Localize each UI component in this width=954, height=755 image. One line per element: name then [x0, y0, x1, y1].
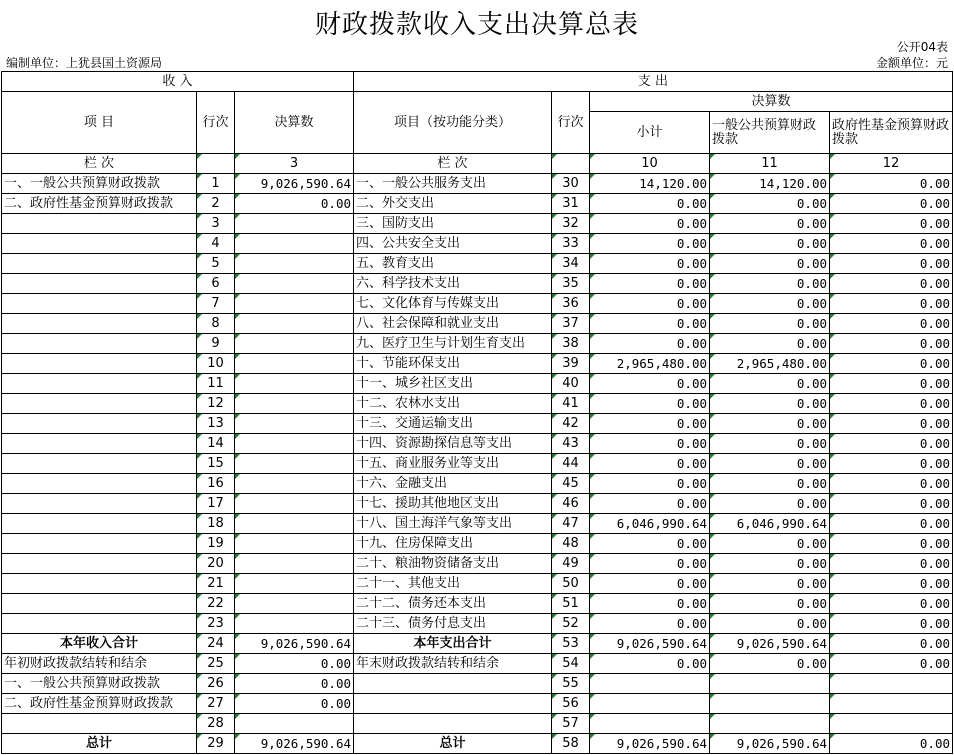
- income-amount-cell: [235, 594, 354, 614]
- expense-item-cell: 四、公共安全支出: [354, 234, 552, 254]
- subtotal-cell: [590, 714, 710, 734]
- expense-row-no-cell: 39: [552, 354, 590, 374]
- subtotal-cell: 0.00: [590, 654, 710, 674]
- income-item-cell: [2, 434, 197, 454]
- subtotal-cell: 9,026,590.64: [590, 734, 710, 754]
- fund-budget-cell: 0.00: [830, 274, 953, 294]
- income-amount-cell: [235, 214, 354, 234]
- subtotal-cell: 0.00: [590, 594, 710, 614]
- reporting-unit: 编制单位：上犹县国土资源局: [6, 56, 163, 70]
- lan-ci-label-2: 栏 次: [354, 154, 552, 174]
- income-amount-cell: [235, 574, 354, 594]
- expense-item-cell: [354, 714, 552, 734]
- income-item-cell: [2, 374, 197, 394]
- expense-row-no-cell: 51: [552, 594, 590, 614]
- expense-row-no-cell: 45: [552, 474, 590, 494]
- expense-item-cell: 十七、援助其他地区支出: [354, 494, 552, 514]
- expense-row-no-cell: 47: [552, 514, 590, 534]
- subtotal-cell: [590, 674, 710, 694]
- table-row: [2, 614, 953, 634]
- lan-ci-label: 栏 次: [2, 154, 197, 174]
- subtotal-cell: 0.00: [590, 234, 710, 254]
- expense-row-no-cell: 37: [552, 314, 590, 334]
- income-row-no-cell: 24: [197, 634, 235, 654]
- table-row: [2, 194, 953, 214]
- income-item-cell: [2, 414, 197, 434]
- expense-item-cell: 十四、资源勘探信息等支出: [354, 434, 552, 454]
- table-row: [2, 654, 953, 674]
- subtotal-cell: 0.00: [590, 434, 710, 454]
- income-item-cell: 一、一般公共预算财政拨款: [2, 674, 197, 694]
- fund-budget-cell: [830, 674, 953, 694]
- expense-row-no-cell: 52: [552, 614, 590, 634]
- expense-item-cell: 十八、国土海洋气象等支出: [354, 514, 552, 534]
- fund-budget-cell: 0.00: [830, 394, 953, 414]
- income-item-cell: [2, 534, 197, 554]
- report-title: 财政拨款收入支出决算总表: [314, 10, 639, 40]
- money-unit: 金额单位：元: [875, 56, 948, 70]
- expense-row-no-cell: 54: [552, 654, 590, 674]
- subtotal-cell: 0.00: [590, 454, 710, 474]
- income-item-cell: 二、政府性基金预算财政拨款: [2, 694, 197, 714]
- subtotal-cell: 14,120.00: [590, 174, 710, 194]
- income-row-no-cell: 26: [197, 674, 235, 694]
- income-header: 收 入: [2, 72, 354, 92]
- income-amount-cell: [235, 454, 354, 474]
- income-row-no-cell: 5: [197, 254, 235, 274]
- expense-row-no-cell: 34: [552, 254, 590, 274]
- fund-budget-cell: 0.00: [830, 654, 953, 674]
- row-no-header: 行次: [197, 92, 235, 154]
- general-budget-cell: 14,120.00: [710, 174, 830, 194]
- budget-table: [1, 71, 953, 754]
- expense-item-cell: 本年支出合计: [354, 634, 552, 654]
- general-budget-cell: 0.00: [710, 494, 830, 514]
- expense-row-no-cell: 58: [552, 734, 590, 754]
- expense-row-no-cell: 43: [552, 434, 590, 454]
- fund-budget-header: 政府性基金预算财政拨款: [830, 112, 953, 154]
- income-row-no-cell: 21: [197, 574, 235, 594]
- table-row: [2, 714, 953, 734]
- expense-item-cell: 十一、城乡社区支出: [354, 374, 552, 394]
- expense-item-cell: 二十、粮油物资储备支出: [354, 554, 552, 574]
- table-row: [2, 334, 953, 354]
- income-row-no-cell: 19: [197, 534, 235, 554]
- expense-row-no-cell: 35: [552, 274, 590, 294]
- subtotal-cell: 0.00: [590, 334, 710, 354]
- income-item-cell: 二、政府性基金预算财政拨款: [2, 194, 197, 214]
- subtotal-cell: 0.00: [590, 214, 710, 234]
- income-item-cell: [2, 494, 197, 514]
- subtotal-cell: 0.00: [590, 394, 710, 414]
- income-item-cell: 年初财政拨款结转和结余: [2, 654, 197, 674]
- expense-item-cell: 六、科学技术支出: [354, 274, 552, 294]
- general-budget-cell: [710, 714, 830, 734]
- general-budget-cell: 0.00: [710, 314, 830, 334]
- expense-item-cell: [354, 674, 552, 694]
- general-budget-cell: 0.00: [710, 554, 830, 574]
- table-row: [2, 394, 953, 414]
- expense-row-no-cell: 36: [552, 294, 590, 314]
- expense-row-no-cell: 53: [552, 634, 590, 654]
- expense-item-cell: 二十三、债务付息支出: [354, 614, 552, 634]
- table-row: [2, 294, 953, 314]
- expense-row-no-cell: 41: [552, 394, 590, 414]
- general-budget-cell: 9,026,590.64: [710, 634, 830, 654]
- income-amount-cell: [235, 414, 354, 434]
- fund-budget-cell: 0.00: [830, 234, 953, 254]
- table-row: [2, 374, 953, 394]
- subtotal-cell: 0.00: [590, 474, 710, 494]
- expense-item-cell: 八、社会保障和就业支出: [354, 314, 552, 334]
- subtotal-cell: 2,965,480.00: [590, 354, 710, 374]
- table-row: [2, 674, 953, 694]
- section-header-row: [2, 72, 953, 92]
- general-budget-cell: 0.00: [710, 654, 830, 674]
- income-item-cell: 总计: [2, 734, 197, 754]
- income-amount-cell: [235, 434, 354, 454]
- income-amount-cell: [235, 394, 354, 414]
- income-amount-cell: [235, 614, 354, 634]
- subtotal-cell: 0.00: [590, 574, 710, 594]
- expense-row-no-cell: 49: [552, 554, 590, 574]
- income-row-no-cell: 14: [197, 434, 235, 454]
- income-item-cell: 一、一般公共预算财政拨款: [2, 174, 197, 194]
- income-item-cell: [2, 454, 197, 474]
- subtotal-cell: 0.00: [590, 374, 710, 394]
- expense-item-cell: 七、文化体育与传媒支出: [354, 294, 552, 314]
- expense-item-cell: 九、医疗卫生与计划生育支出: [354, 334, 552, 354]
- subtotal-cell: 0.00: [590, 314, 710, 334]
- income-amount-cell: 9,026,590.64: [235, 634, 354, 654]
- expense-item-cell: 总计: [354, 734, 552, 754]
- income-row-no-cell: 23: [197, 614, 235, 634]
- income-row-no-cell: 28: [197, 714, 235, 734]
- income-amount-cell: 9,026,590.64: [235, 174, 354, 194]
- general-budget-cell: 0.00: [710, 374, 830, 394]
- expense-item-cell: [354, 694, 552, 714]
- fund-budget-cell: 0.00: [830, 594, 953, 614]
- fund-budget-cell: 0.00: [830, 514, 953, 534]
- table-row: [2, 554, 953, 574]
- income-row-no-cell: 18: [197, 514, 235, 534]
- table-row: [2, 354, 953, 374]
- table-row: [2, 474, 953, 494]
- table-row: [2, 314, 953, 334]
- income-row-no-cell: 13: [197, 414, 235, 434]
- expense-row-no-cell: 33: [552, 234, 590, 254]
- income-amount-cell: [235, 234, 354, 254]
- table-row: [2, 274, 953, 294]
- subtotal-cell: 0.00: [590, 554, 710, 574]
- fund-budget-cell: 0.00: [830, 334, 953, 354]
- amount-header: 决算数: [235, 92, 354, 154]
- income-row-no-cell: 22: [197, 594, 235, 614]
- income-row-no-cell: 17: [197, 494, 235, 514]
- income-item-cell: [2, 294, 197, 314]
- general-budget-cell: 0.00: [710, 594, 830, 614]
- general-budget-cell: [710, 694, 830, 714]
- subtotal-cell: 0.00: [590, 274, 710, 294]
- income-row-no-cell: 2: [197, 194, 235, 214]
- fund-budget-cell: 0.00: [830, 214, 953, 234]
- expense-item-cell: 十五、商业服务业等支出: [354, 454, 552, 474]
- income-amount-cell: [235, 474, 354, 494]
- income-item-cell: [2, 274, 197, 294]
- fund-budget-cell: 0.00: [830, 174, 953, 194]
- expense-item-cell: 十二、农林水支出: [354, 394, 552, 414]
- general-budget-cell: 0.00: [710, 434, 830, 454]
- subtotal-cell: 6,046,990.64: [590, 514, 710, 534]
- income-amount-cell: 0.00: [235, 654, 354, 674]
- subtotal-cell: 0.00: [590, 414, 710, 434]
- fund-budget-cell: 0.00: [830, 554, 953, 574]
- fund-budget-cell: 0.00: [830, 194, 953, 214]
- income-row-no-cell: 15: [197, 454, 235, 474]
- general-budget-cell: 0.00: [710, 234, 830, 254]
- income-item-cell: 本年收入合计: [2, 634, 197, 654]
- general-budget-cell: 0.00: [710, 194, 830, 214]
- general-budget-cell: 0.00: [710, 274, 830, 294]
- fund-budget-cell: 0.00: [830, 534, 953, 554]
- income-row-no-cell: 8: [197, 314, 235, 334]
- income-amount-cell: [235, 714, 354, 734]
- col-3-index: 3: [235, 154, 354, 174]
- table-row: [2, 734, 953, 754]
- income-row-no-cell: 3: [197, 214, 235, 234]
- table-row: [2, 634, 953, 654]
- income-amount-cell: [235, 534, 354, 554]
- final-header: 决算数: [590, 92, 953, 112]
- income-amount-cell: [235, 354, 354, 374]
- income-amount-cell: [235, 294, 354, 314]
- income-item-cell: [2, 354, 197, 374]
- expense-item-cell: 一、一般公共服务支出: [354, 174, 552, 194]
- fund-budget-cell: 0.00: [830, 454, 953, 474]
- expense-item-cell: 三、国防支出: [354, 214, 552, 234]
- general-budget-cell: 0.00: [710, 294, 830, 314]
- table-row: [2, 414, 953, 434]
- table-row: [2, 174, 953, 194]
- expense-row-no-cell: 42: [552, 414, 590, 434]
- column-index-row: [2, 154, 953, 174]
- income-amount-cell: [235, 494, 354, 514]
- empty-cell: [552, 154, 590, 174]
- income-amount-cell: 0.00: [235, 194, 354, 214]
- col-11-index: 11: [710, 154, 830, 174]
- expense-row-no-cell: 30: [552, 174, 590, 194]
- income-amount-cell: [235, 554, 354, 574]
- expense-item-cell: 二、外交支出: [354, 194, 552, 214]
- general-budget-cell: 9,026,590.64: [710, 734, 830, 754]
- general-budget-cell: 6,046,990.64: [710, 514, 830, 534]
- fund-budget-cell: [830, 714, 953, 734]
- empty-cell: [197, 154, 235, 174]
- income-amount-cell: 0.00: [235, 694, 354, 714]
- income-row-no-cell: 11: [197, 374, 235, 394]
- subtotal-cell: [590, 694, 710, 714]
- fund-budget-cell: 0.00: [830, 494, 953, 514]
- income-amount-cell: [235, 274, 354, 294]
- col-10-index: 10: [590, 154, 710, 174]
- fund-budget-cell: 0.00: [830, 474, 953, 494]
- fund-budget-cell: 0.00: [830, 634, 953, 654]
- item-header: 项 目: [2, 92, 197, 154]
- subtotal-cell: 0.00: [590, 494, 710, 514]
- income-item-cell: [2, 334, 197, 354]
- table-row: [2, 254, 953, 274]
- expense-item-cell: 十九、住房保障支出: [354, 534, 552, 554]
- fund-budget-cell: 0.00: [830, 254, 953, 274]
- income-amount-cell: [235, 514, 354, 534]
- income-row-no-cell: 12: [197, 394, 235, 414]
- fund-budget-cell: 0.00: [830, 574, 953, 594]
- expense-row-no-cell: 48: [552, 534, 590, 554]
- income-item-cell: [2, 314, 197, 334]
- general-budget-header: 一般公共预算财政拨款: [710, 112, 830, 154]
- table-row: [2, 514, 953, 534]
- expense-item-cell: 二十二、债务还本支出: [354, 594, 552, 614]
- general-budget-cell: 0.00: [710, 574, 830, 594]
- general-budget-cell: 0.00: [710, 334, 830, 354]
- income-item-cell: [2, 574, 197, 594]
- general-budget-cell: 0.00: [710, 414, 830, 434]
- income-item-cell: [2, 554, 197, 574]
- expense-row-no-cell: 50: [552, 574, 590, 594]
- general-budget-cell: [710, 674, 830, 694]
- expense-row-no-cell: 57: [552, 714, 590, 734]
- general-budget-cell: 0.00: [710, 454, 830, 474]
- fund-budget-cell: 0.00: [830, 434, 953, 454]
- subtotal-header: 小计: [590, 112, 710, 154]
- general-budget-cell: 0.00: [710, 214, 830, 234]
- income-row-no-cell: 10: [197, 354, 235, 374]
- col-12-index: 12: [830, 154, 953, 174]
- row-no-header-2: 行次: [552, 92, 590, 154]
- subtotal-cell: 0.00: [590, 534, 710, 554]
- table-row: [2, 454, 953, 474]
- expense-row-no-cell: 32: [552, 214, 590, 234]
- income-amount-cell: 9,026,590.64: [235, 734, 354, 754]
- table-row: [2, 534, 953, 554]
- expense-row-no-cell: 55: [552, 674, 590, 694]
- income-row-no-cell: 1: [197, 174, 235, 194]
- income-row-no-cell: 7: [197, 294, 235, 314]
- table-row: [2, 494, 953, 514]
- income-item-cell: [2, 214, 197, 234]
- income-row-no-cell: 25: [197, 654, 235, 674]
- table-row: [2, 434, 953, 454]
- income-row-no-cell: 9: [197, 334, 235, 354]
- table-row: [2, 574, 953, 594]
- income-item-cell: [2, 394, 197, 414]
- income-item-cell: [2, 714, 197, 734]
- fund-budget-cell: 0.00: [830, 374, 953, 394]
- subtotal-cell: 0.00: [590, 254, 710, 274]
- header-row-1: [2, 92, 953, 112]
- fund-budget-cell: 0.00: [830, 734, 953, 754]
- expense-row-no-cell: 40: [552, 374, 590, 394]
- income-amount-cell: 0.00: [235, 674, 354, 694]
- fund-budget-cell: 0.00: [830, 414, 953, 434]
- fund-budget-cell: 0.00: [830, 354, 953, 374]
- general-budget-cell: 0.00: [710, 254, 830, 274]
- income-item-cell: [2, 234, 197, 254]
- general-budget-cell: 0.00: [710, 474, 830, 494]
- income-row-no-cell: 16: [197, 474, 235, 494]
- income-row-no-cell: 29: [197, 734, 235, 754]
- fund-budget-cell: 0.00: [830, 294, 953, 314]
- subtotal-cell: 0.00: [590, 294, 710, 314]
- income-amount-cell: [235, 334, 354, 354]
- general-budget-cell: 0.00: [710, 614, 830, 634]
- income-item-cell: [2, 254, 197, 274]
- fund-budget-cell: 0.00: [830, 614, 953, 634]
- subtotal-cell: 9,026,590.64: [590, 634, 710, 654]
- expense-item-cell: 五、教育支出: [354, 254, 552, 274]
- general-budget-cell: 2,965,480.00: [710, 354, 830, 374]
- general-budget-cell: 0.00: [710, 534, 830, 554]
- func-item-header: 项目（按功能分类）: [354, 92, 552, 154]
- table-row: [2, 234, 953, 254]
- income-row-no-cell: 4: [197, 234, 235, 254]
- income-row-no-cell: 20: [197, 554, 235, 574]
- expense-header: 支 出: [354, 72, 953, 92]
- expense-item-cell: 年末财政拨款结转和结余: [354, 654, 552, 674]
- fund-budget-cell: [830, 694, 953, 714]
- expense-row-no-cell: 44: [552, 454, 590, 474]
- table-row: [2, 214, 953, 234]
- expense-row-no-cell: 56: [552, 694, 590, 714]
- expense-item-cell: 二十一、其他支出: [354, 574, 552, 594]
- income-row-no-cell: 6: [197, 274, 235, 294]
- expense-item-cell: 十、节能环保支出: [354, 354, 552, 374]
- income-row-no-cell: 27: [197, 694, 235, 714]
- expense-row-no-cell: 38: [552, 334, 590, 354]
- expense-item-cell: 十六、金融支出: [354, 474, 552, 494]
- expense-row-no-cell: 46: [552, 494, 590, 514]
- expense-item-cell: 十三、交通运输支出: [354, 414, 552, 434]
- fund-budget-cell: 0.00: [830, 314, 953, 334]
- income-amount-cell: [235, 314, 354, 334]
- expense-row-no-cell: 31: [552, 194, 590, 214]
- income-item-cell: [2, 474, 197, 494]
- table-row: [2, 594, 953, 614]
- income-item-cell: [2, 514, 197, 534]
- income-amount-cell: [235, 254, 354, 274]
- form-number: 公开04表: [896, 40, 948, 54]
- table-row: [2, 694, 953, 714]
- general-budget-cell: 0.00: [710, 394, 830, 414]
- income-item-cell: [2, 594, 197, 614]
- subtotal-cell: 0.00: [590, 194, 710, 214]
- income-amount-cell: [235, 374, 354, 394]
- subtotal-cell: 0.00: [590, 614, 710, 634]
- income-item-cell: [2, 614, 197, 634]
